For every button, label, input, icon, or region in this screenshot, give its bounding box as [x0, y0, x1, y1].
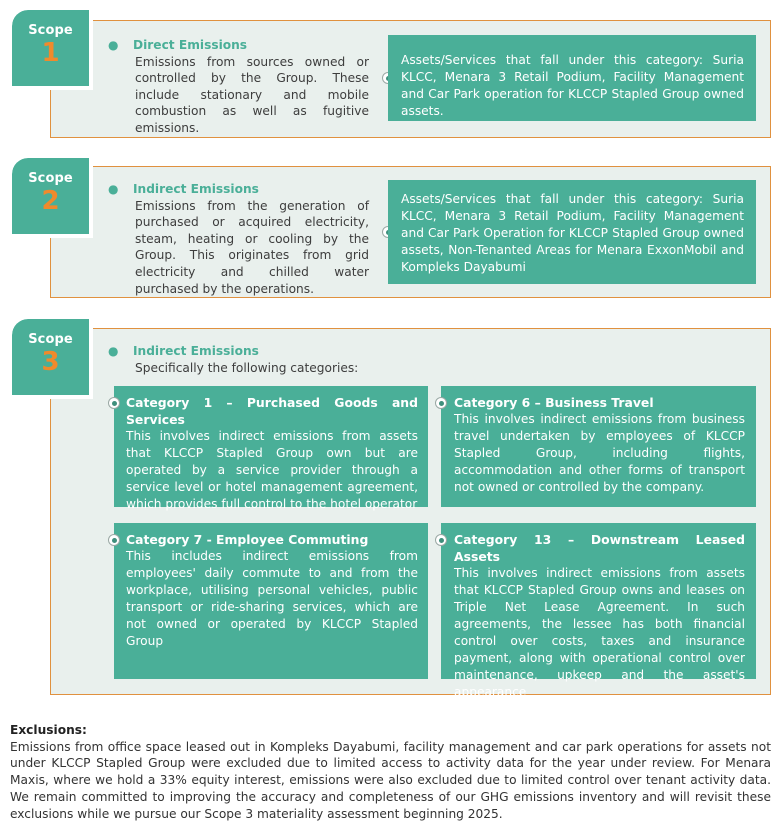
- scope-number: 3: [41, 347, 60, 377]
- exclusions-body: Emissions from office space leased out in Kompleks Dayabumi, facility management and car park operations for assets not under KLCCP Stapled Group were excluded due to limited access to activity data for the year under review. For Menara Maxis, where we hold a 33% equity interest, emissions were also excluded due to limited control over tenant activity data. We remain committed to improving the accuracy and completeness of our GHG emissions inventory and will revisit these exclusions while we pursue our Scope 3 materiality assessment beginning 2025.: [10, 739, 771, 821]
- category-6-title: Category 6 – Business Travel: [454, 395, 654, 410]
- scope-1-description: [108, 37, 369, 137]
- scope-2-description: [108, 181, 369, 297]
- category-13-card: [441, 523, 756, 699]
- scope-3-description: [108, 343, 435, 376]
- radio-bullet-icon: [108, 534, 120, 546]
- category-7-body: This includes indirect emissions from employees' daily commute to and from the workplace, utilising personal vehicles, public transport or ride-sharing services, which are not owned or operated by KLCCP Stapled Group: [126, 549, 418, 648]
- scope-2-tab: [12, 158, 89, 234]
- scope-number: 1: [41, 38, 60, 68]
- scope-1-tab: [12, 10, 89, 86]
- category-1-card: [114, 386, 428, 511]
- scope-3-heading: Indirect Emissions: [133, 344, 259, 358]
- bullet-icon: ●: [108, 182, 119, 196]
- scope-2-description-text: Emissions from the generation of purchased or acquired electricity, steam, heating or cooling by the Group. This originates from grid electricity and chilled water purchased by the operations.: [135, 198, 369, 296]
- scope-3-description-text: Specifically the following categories:: [135, 360, 359, 375]
- category-6-body: This involves indirect emissions from business travel undertaken by employees of KLCCP Stapled Group, including flights, accommodation and other forms of transport not owned or controlled by the company.: [454, 412, 745, 494]
- category-13-body: This involves indirect emissions from assets that KLCCP Stapled Group owns and leases on Triple Net Lease Agreement. In such agreements, the lessee has both financial control over costs, taxes and insurance payment, along with operational control over maintenance, upkeep and the asset's appearance: [454, 566, 745, 699]
- scope-1-description-text: Emissions from sources owned or controlled by the Group. These include stationary and mobile combustion as well as fugitive emissions.: [135, 54, 369, 135]
- scope-1-heading: Direct Emissions: [133, 38, 248, 52]
- bullet-icon: ●: [108, 344, 119, 358]
- category-6-card: [441, 386, 756, 507]
- category-1-body: This involves indirect emissions from assets that KLCCP Stapled Group own but are operated by a service provider through a service level or hotel management agreement, which provides full control to the hotel operator: [126, 429, 418, 511]
- scope-2-assets-text: Assets/Services that fall under this category: Suria KLCC, Menara 3 Retail Podium, Facility Management and Car Park Operation for KLCCP Stapled Group owned assets, Non-Tenanted Areas for Menara ExxonMobil and Kompleks Dayabumi: [401, 192, 744, 274]
- scope-label: Scope: [28, 23, 73, 38]
- exclusions-title: Exclusions:: [10, 723, 87, 737]
- scope-number: 2: [41, 186, 60, 216]
- category-1-title: Category 1 – Purchased Goods and Services: [126, 395, 418, 427]
- scope-3-tab: [12, 319, 89, 395]
- radio-bullet-icon: [435, 534, 447, 546]
- scope-1-assets-card: [388, 35, 756, 121]
- scope-2-assets-card: [388, 180, 756, 284]
- scope-label: Scope: [28, 332, 73, 347]
- category-7-card: [114, 523, 428, 679]
- bullet-icon: ●: [108, 38, 119, 52]
- scope-label: Scope: [28, 171, 73, 186]
- category-7-title: Category 7 - Employee Commuting: [126, 532, 369, 547]
- radio-bullet-icon: [435, 397, 447, 409]
- exclusions-section: [10, 722, 771, 822]
- category-13-title: Category 13 – Downstream Leased Assets: [454, 532, 745, 564]
- scope-2-heading: Indirect Emissions: [133, 182, 259, 196]
- scope-1-assets-text: Assets/Services that fall under this category: Suria KLCC, Menara 3 Retail Podium, Facility Management and Car Park operation for KLCCP Stapled Group owned assets.: [401, 53, 744, 118]
- radio-bullet-icon: [108, 397, 120, 409]
